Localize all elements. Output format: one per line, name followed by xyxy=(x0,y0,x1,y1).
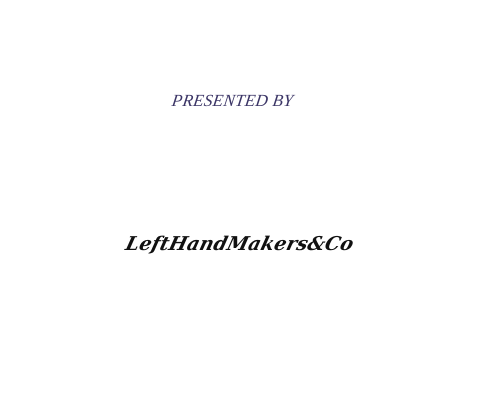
presented-by-label: PRESENTED BY xyxy=(170,91,295,110)
maker-name: LeftHandMakers&Co xyxy=(123,233,357,255)
